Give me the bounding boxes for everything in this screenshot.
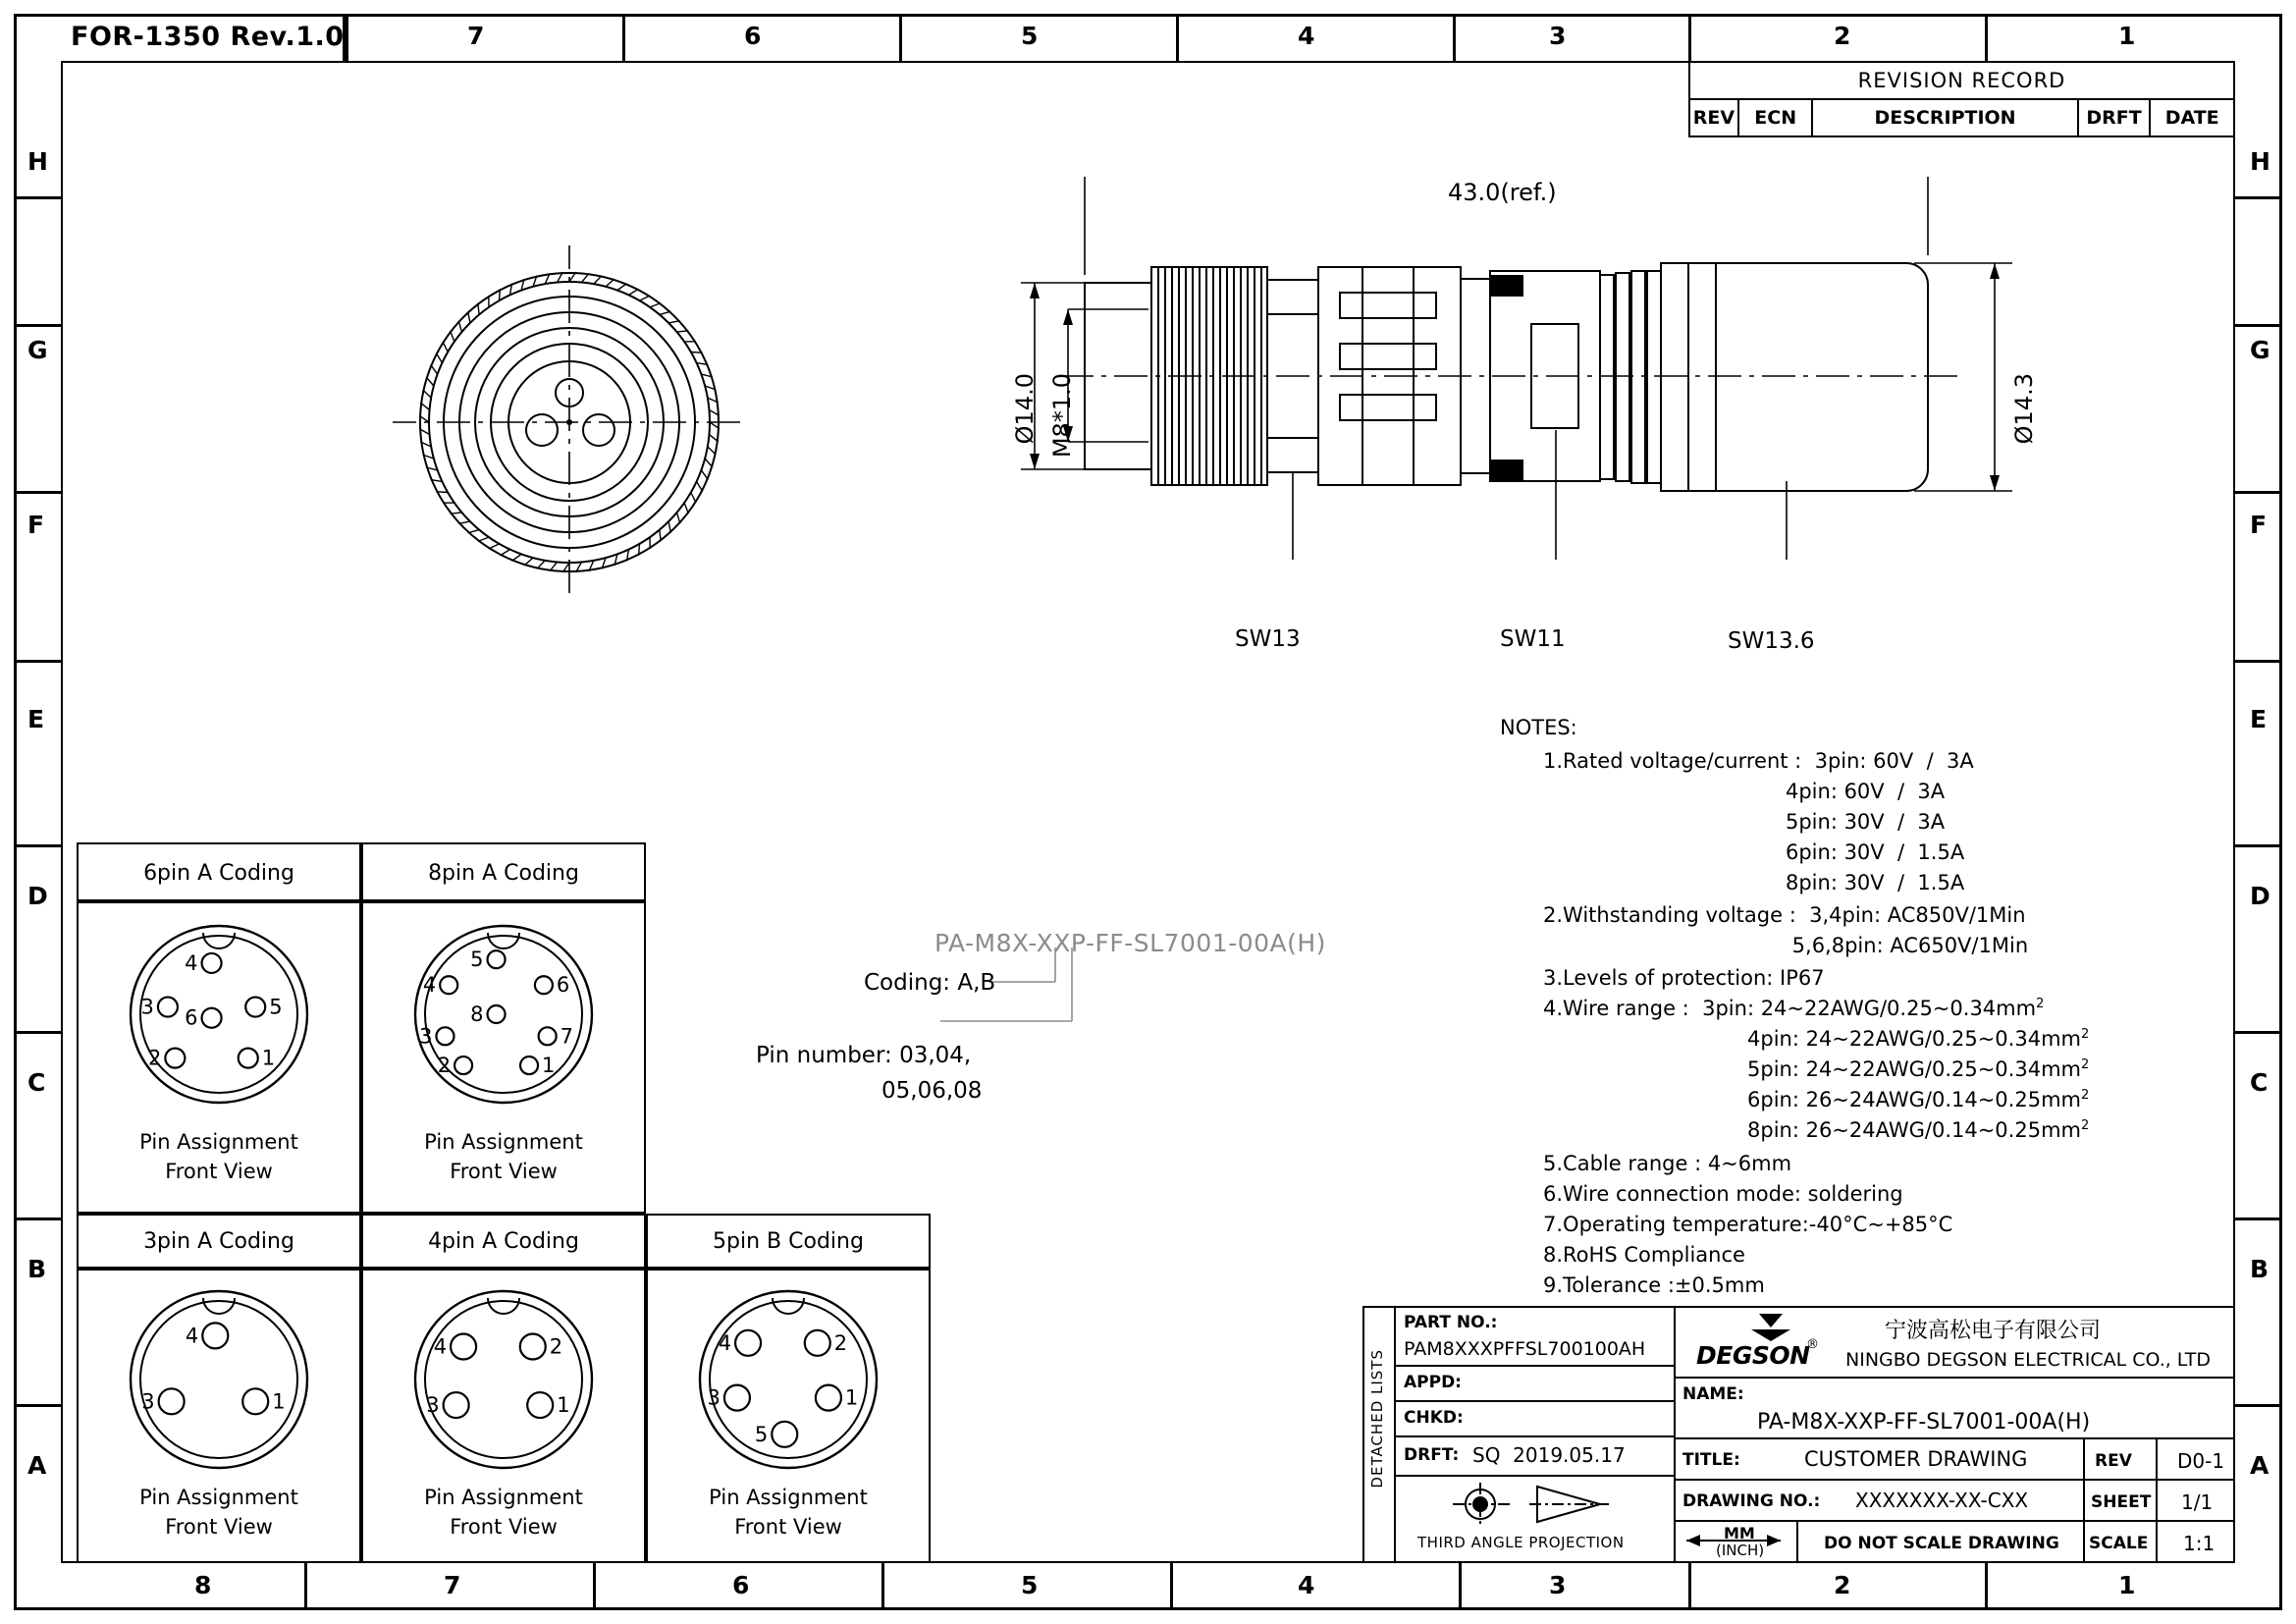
name-label: NAME: xyxy=(1682,1384,1744,1404)
side-view-assembly xyxy=(1001,177,2052,589)
pin-number-label: 4 xyxy=(433,1334,448,1359)
pin-hole xyxy=(158,998,178,1017)
units-arrow-icon xyxy=(1681,1530,1787,1551)
dim-diameter-left: Ø14.0 xyxy=(1011,373,1039,445)
pin-hole xyxy=(520,1056,538,1074)
scale-label: SCALE xyxy=(2089,1534,2149,1553)
pin-hole xyxy=(436,1027,454,1045)
col-label-bot-6: 6 xyxy=(732,1571,750,1599)
doc-code: FOR-1350 Rev.1.0 xyxy=(71,22,345,52)
pin-number-label: 8 xyxy=(470,1002,484,1026)
revision-header-date: DATE xyxy=(2150,99,2234,136)
notes-tail-2: 6.Wire connection mode: soldering xyxy=(1543,1182,1903,1206)
pin-number-label: 4 xyxy=(718,1330,732,1355)
col-label-bot-4: 4 xyxy=(1298,1571,1315,1599)
pin-hole xyxy=(440,976,457,994)
pin-number-label: 2 xyxy=(833,1330,848,1355)
col-label-top-1: 1 xyxy=(2118,22,2136,50)
drft-label: DRFT: xyxy=(1404,1445,1460,1465)
front-view-connector xyxy=(393,245,746,599)
pin-diagram-5pin xyxy=(697,1288,880,1471)
pin-hole xyxy=(242,1388,268,1414)
pin-panel-8pin-caption1: Pin Assignment xyxy=(424,1130,583,1154)
row-label-right-F: F xyxy=(2250,511,2268,539)
pin-number-label: 6 xyxy=(185,1005,198,1030)
sup-2: 2 xyxy=(2036,997,2045,1011)
pin-number-label: 4 xyxy=(422,973,437,998)
sup-2: 2 xyxy=(2080,1118,2090,1133)
label-sw11: SW11 xyxy=(1500,626,1566,652)
pin-circle-diagram xyxy=(412,1288,595,1471)
pin-hole xyxy=(816,1385,841,1411)
units-sub: (INCH) xyxy=(1716,1542,1765,1559)
row-label-left-G: G xyxy=(27,336,48,364)
notes-wire-range-head xyxy=(1543,994,2044,1024)
row-label-right-C: C xyxy=(2250,1068,2269,1097)
pin-panel-3pin-title: 3pin A Coding xyxy=(143,1229,294,1254)
pin-hole xyxy=(724,1385,750,1411)
row-label-right-B: B xyxy=(2250,1255,2269,1283)
pin-number-label: 2 xyxy=(549,1334,563,1359)
notes-tail-3: 7.Operating temperature:-40°C~+85°C xyxy=(1543,1213,1953,1236)
pin-circle-diagram xyxy=(412,923,595,1106)
pin-hole xyxy=(165,1049,185,1068)
notes-line-1: 1.Rated voltage/current : 3pin: 60V / 3A xyxy=(1543,749,1974,773)
pin-panel-5pin-title: 5pin B Coding xyxy=(713,1229,864,1254)
part-no-label: PART NO.: xyxy=(1404,1313,1498,1332)
pin-panel-6pin-caption1: Pin Assignment xyxy=(139,1130,298,1154)
pin-hole xyxy=(159,1388,185,1414)
pin-panel-4pin-caption1: Pin Assignment xyxy=(424,1486,583,1509)
part-string-callout: PA-M8X-XXP-FF-SL7001-00A(H) xyxy=(934,929,1326,957)
row-label-right-D: D xyxy=(2250,882,2270,910)
row-label-left-A: A xyxy=(27,1451,47,1480)
name-value: PA-M8X-XXP-FF-SL7001-00A(H) xyxy=(1757,1410,2091,1435)
pin-hole xyxy=(488,1005,506,1023)
notes-line-7: 5,6,8pin: AC650V/1Min xyxy=(1543,934,2029,957)
pin-number-label: 3 xyxy=(140,995,154,1019)
col-label-top-5: 5 xyxy=(1021,22,1039,50)
pin-panel-5pin-caption1: Pin Assignment xyxy=(709,1486,868,1509)
notes-tail-4: 8.RoHS Compliance xyxy=(1543,1243,1745,1267)
pin-number-label2: 05,06,08 xyxy=(881,1078,983,1104)
col-label-bot-3: 3 xyxy=(1549,1571,1567,1599)
detached-lists-label: DETACHED LISTS xyxy=(1368,1349,1386,1489)
pin-number-label: 4 xyxy=(185,950,198,975)
revision-title: REVISION RECORD xyxy=(1689,62,2234,99)
appd-label: APPD: xyxy=(1404,1373,1462,1392)
revision-record-table xyxy=(1688,61,2235,137)
sheet-label: SHEET xyxy=(2091,1492,2152,1512)
third-angle-projection-label: THIRD ANGLE PROJECTION xyxy=(1417,1534,1625,1551)
revision-header-drft: DRFT xyxy=(2078,99,2151,136)
pin-number-label: 6 xyxy=(556,973,570,998)
pin-circle-diagram xyxy=(128,1288,310,1471)
col-label-bot-1: 1 xyxy=(2118,1571,2136,1599)
pin-panel-8pin-caption2: Front View xyxy=(450,1160,558,1183)
do-not-scale-label: DO NOT SCALE DRAWING xyxy=(1824,1534,2059,1553)
units-label: MM xyxy=(1724,1524,1755,1543)
title-value: CUSTOMER DRAWING xyxy=(1804,1447,2028,1471)
pin-circle-diagram xyxy=(128,923,310,1106)
wire-range-2-text: 5pin: 24~22AWG/0.25~0.34mm xyxy=(1747,1057,2081,1081)
notes-wire-range-3 xyxy=(1747,1085,2089,1115)
pin-diagram-6pin xyxy=(128,923,310,1106)
drawing-no-label: DRAWING NO.: xyxy=(1682,1491,1821,1511)
revision-title-row xyxy=(1689,62,2234,99)
pin-hole xyxy=(772,1422,797,1447)
pin-hole xyxy=(239,1049,258,1068)
pin-number-label: 2 xyxy=(437,1054,452,1078)
title-label: TITLE: xyxy=(1682,1450,1740,1470)
pin-number-label: 5 xyxy=(269,995,283,1019)
row-label-left-C: C xyxy=(27,1068,46,1097)
wire-range-4-text: 8pin: 26~24AWG/0.14~0.25mm xyxy=(1747,1118,2081,1142)
chkd-label: CHKD: xyxy=(1404,1408,1464,1428)
wire-range-3-text: 6pin: 26~24AWG/0.14~0.25mm xyxy=(1747,1088,2081,1111)
pin-number-label: 4 xyxy=(185,1324,199,1348)
pin-hole xyxy=(539,1027,557,1045)
sup-2: 2 xyxy=(2080,1088,2090,1103)
pin-number-label: 1 xyxy=(261,1046,276,1070)
pin-number-label: 1 xyxy=(272,1389,286,1414)
notes-line-3: 5pin: 30V / 3A xyxy=(1543,810,1946,834)
pin-hole xyxy=(454,1056,472,1074)
notes-line-2: 4pin: 60V / 3A xyxy=(1543,780,1946,803)
notes-line-6: 2.Withstanding voltage : 3,4pin: AC850V/1Min xyxy=(1543,903,2026,927)
pin-number-label: 1 xyxy=(542,1054,556,1078)
scale-value: 1:1 xyxy=(2183,1532,2216,1555)
notes-wire-range-1 xyxy=(1747,1024,2089,1055)
dim-overall-length: 43.0(ref.) xyxy=(1448,179,1557,206)
label-sw136: SW13.6 xyxy=(1728,628,1815,654)
pin-hole xyxy=(805,1330,830,1356)
row-label-left-B: B xyxy=(27,1255,47,1283)
pin-hole xyxy=(245,998,265,1017)
pin-number-label: 3 xyxy=(141,1389,155,1414)
revision-header-rev: REV xyxy=(1689,99,1738,136)
pin-number-label: 5 xyxy=(470,947,484,972)
row-label-right-A: A xyxy=(2250,1451,2269,1480)
pin-panel-5pin-caption2: Front View xyxy=(734,1515,842,1539)
row-label-left-D: D xyxy=(27,882,48,910)
pin-diagram-4pin xyxy=(412,1288,595,1471)
pin-hole xyxy=(735,1330,761,1356)
notes-wire-range-2 xyxy=(1747,1055,2089,1085)
pin-panel-3pin-caption1: Pin Assignment xyxy=(139,1486,298,1509)
pin-number-label: Pin number: 03,04, xyxy=(756,1043,972,1068)
pin-panel-8pin-title: 8pin A Coding xyxy=(428,861,579,886)
pin-hole xyxy=(202,1008,222,1028)
col-label-top-6: 6 xyxy=(744,22,762,50)
rev-label: REV xyxy=(2095,1451,2132,1471)
company-name-cn: 宁波高松电子有限公司 xyxy=(1885,1319,2102,1343)
col-label-bot-2: 2 xyxy=(1834,1571,1851,1599)
revision-header-description: DESCRIPTION xyxy=(1812,99,2077,136)
part-no-value: PAM8XXXPFFSL700100AH xyxy=(1404,1338,1646,1360)
pin-panel-6pin-caption2: Front View xyxy=(165,1160,273,1183)
col-label-top-4: 4 xyxy=(1298,22,1315,50)
col-label-bot-7: 7 xyxy=(444,1571,461,1599)
row-label-left-F: F xyxy=(27,511,45,539)
degson-logo-text: DEGSON xyxy=(1696,1341,1810,1370)
pin-hole xyxy=(202,1323,228,1348)
notes-tail-5: 9.Tolerance :±0.5mm xyxy=(1543,1273,1765,1297)
sup-2: 2 xyxy=(2080,1057,2090,1072)
col-label-bot-5: 5 xyxy=(1021,1571,1039,1599)
pin-hole xyxy=(202,953,222,973)
notes-title: NOTES: xyxy=(1500,716,1577,739)
pin-number-label: 1 xyxy=(557,1393,570,1418)
col-label-top-3: 3 xyxy=(1549,22,1567,50)
dim-thread: M8*1.0 xyxy=(1048,373,1076,459)
coding-label: Coding: A,B xyxy=(864,970,996,996)
col-label-top-2: 2 xyxy=(1834,22,1851,50)
pin-number-label: 1 xyxy=(844,1385,859,1410)
pin-hole xyxy=(535,976,553,994)
row-label-left-E: E xyxy=(27,705,45,733)
company-name-en: NINGBO DEGSON ELECTRICAL CO., LTD xyxy=(1845,1349,2212,1371)
degson-mark-icon xyxy=(1698,1312,1845,1341)
revision-header-ecn: ECN xyxy=(1738,99,1813,136)
pin-number-label: 2 xyxy=(147,1046,162,1070)
third-angle-projection-icon xyxy=(1443,1481,1639,1528)
label-sw13: SW13 xyxy=(1235,626,1301,652)
notes-line-5: 8pin: 30V / 1.5A xyxy=(1543,871,1965,894)
pin-number-label: 3 xyxy=(419,1024,433,1049)
sup-2: 2 xyxy=(2080,1027,2090,1042)
row-label-right-H: H xyxy=(2250,147,2270,176)
rev-value: D0-1 xyxy=(2177,1449,2225,1473)
row-label-right-E: E xyxy=(2250,705,2268,733)
pin-number-label: 7 xyxy=(560,1024,574,1049)
pin-number-label: 3 xyxy=(707,1385,721,1410)
notes-wire-range-4 xyxy=(1747,1115,2089,1146)
wire-range-head-text: 4.Wire range : 3pin: 24~22AWG/0.25~0.34mm xyxy=(1543,997,2037,1020)
pin-panel-3pin-caption2: Front View xyxy=(165,1515,273,1539)
wire-range-1-text: 4pin: 24~22AWG/0.25~0.34mm xyxy=(1747,1027,2081,1051)
dim-diameter-right: Ø14.3 xyxy=(2010,373,2038,445)
pin-diagram-3pin xyxy=(128,1288,310,1471)
col-label-top-7: 7 xyxy=(467,22,485,50)
notes-line-8: 3.Levels of protection: IP67 xyxy=(1543,966,1825,990)
revision-header-row xyxy=(1689,99,2234,136)
pin-hole xyxy=(520,1334,546,1360)
pin-panel-6pin-title: 6pin A Coding xyxy=(143,861,294,886)
row-label-left-H: H xyxy=(27,147,48,176)
pin-number-label: 3 xyxy=(426,1393,440,1418)
pin-panel-4pin-caption2: Front View xyxy=(450,1515,558,1539)
drawing-no-value: XXXXXXX-XX-CXX xyxy=(1855,1489,2029,1512)
notes-line-4: 6pin: 30V / 1.5A xyxy=(1543,840,1965,864)
pin-circle-diagram xyxy=(697,1288,880,1471)
pin-hole xyxy=(444,1392,469,1418)
pin-hole xyxy=(488,950,506,968)
drft-value: SQ 2019.05.17 xyxy=(1472,1443,1626,1467)
degson-logo-reg: ® xyxy=(1806,1337,1819,1352)
col-label-bot-8: 8 xyxy=(194,1571,212,1599)
row-label-right-G: G xyxy=(2250,336,2270,364)
notes-tail-1: 5.Cable range : 4~6mm xyxy=(1543,1152,1792,1175)
pin-hole xyxy=(527,1392,553,1418)
pin-number-label: 5 xyxy=(754,1422,769,1446)
pin-diagram-8pin xyxy=(412,923,595,1106)
sheet-value: 1/1 xyxy=(2181,1490,2214,1514)
pin-hole xyxy=(451,1334,476,1360)
pin-panel-4pin-title: 4pin A Coding xyxy=(428,1229,579,1254)
